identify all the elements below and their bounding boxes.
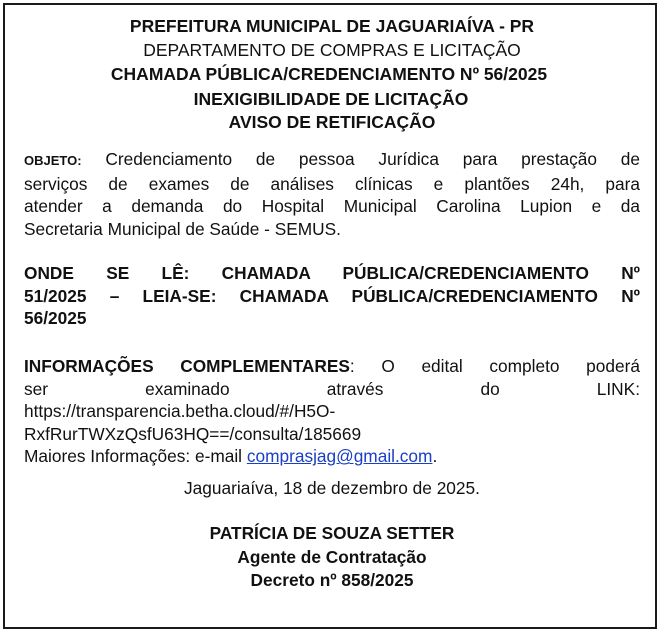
header-department: DEPARTAMENTO DE COMPRAS E LICITAÇÃO <box>143 40 521 60</box>
objeto-label: OBJETO: <box>24 153 82 168</box>
informacoes-paragraph <box>24 355 640 468</box>
objeto-line-2: serviços de exames de análises clínicas e plantões 24h, para <box>24 173 640 194</box>
date-line: Jaguariaíva, 18 de dezembro de 2025. <box>184 478 480 498</box>
header-notice-title: AVISO DE RETIFICAÇÃO <box>228 112 436 132</box>
header-call-number: CHAMADA PÚBLICA/CREDENCIAMENTO Nº 56/2025 <box>110 64 548 84</box>
informacoes-label: INFORMAÇÕES COMPLEMENTARES <box>24 356 350 376</box>
email-line: Maiores Informações: e-mail comprasjag@gmail.com. <box>24 446 438 467</box>
signature-role: Agente de Contratação <box>237 547 427 567</box>
email-link[interactable]: comprasjag@gmail.com <box>246 446 433 467</box>
informacoes-line-2: ser examinado através do LINK: <box>24 378 640 399</box>
informacoes-line-1: INFORMAÇÕES COMPLEMENTARES: O edital completo poderá <box>24 356 640 376</box>
objeto-line-3: atender a demanda do Hospital Municipal Carolina Lupion e da <box>24 196 640 217</box>
retificacao-line-1: ONDE SE LÊ: CHAMADA PÚBLICA/CREDENCIAMENTO Nº <box>24 263 640 283</box>
objeto-line-1: OBJETO: Credenciamento de pessoa Jurídica para prestação de <box>24 149 640 169</box>
signature-name: PATRÍCIA DE SOUZA SETTER <box>209 523 455 543</box>
objeto-paragraph <box>24 148 640 240</box>
header-inexigibility: INEXIGIBILIDADE DE LICITAÇÃO <box>193 89 469 109</box>
retificacao-line-3: 56/2025 <box>24 308 87 329</box>
signature-decree: Decreto nº 858/2025 <box>250 570 414 590</box>
objeto-line-4: Secretaria Municipal de Saúde - SEMUS. <box>24 218 341 239</box>
header-municipality: PREFEITURA MUNICIPAL DE JAGUARIAÍVA - PR <box>129 16 535 36</box>
edital-url-line-1: https://transparencia.betha.cloud/#/H5O- <box>24 401 336 422</box>
retificacao-paragraph <box>24 262 640 330</box>
edital-url-line-2: RxfRurTWXzQsfU63HQ==/consulta/185669 <box>24 423 362 444</box>
retificacao-line-2: 51/2025 – LEIA-SE: CHAMADA PÚBLICA/CREDENCIAMENTO Nº <box>24 285 640 306</box>
